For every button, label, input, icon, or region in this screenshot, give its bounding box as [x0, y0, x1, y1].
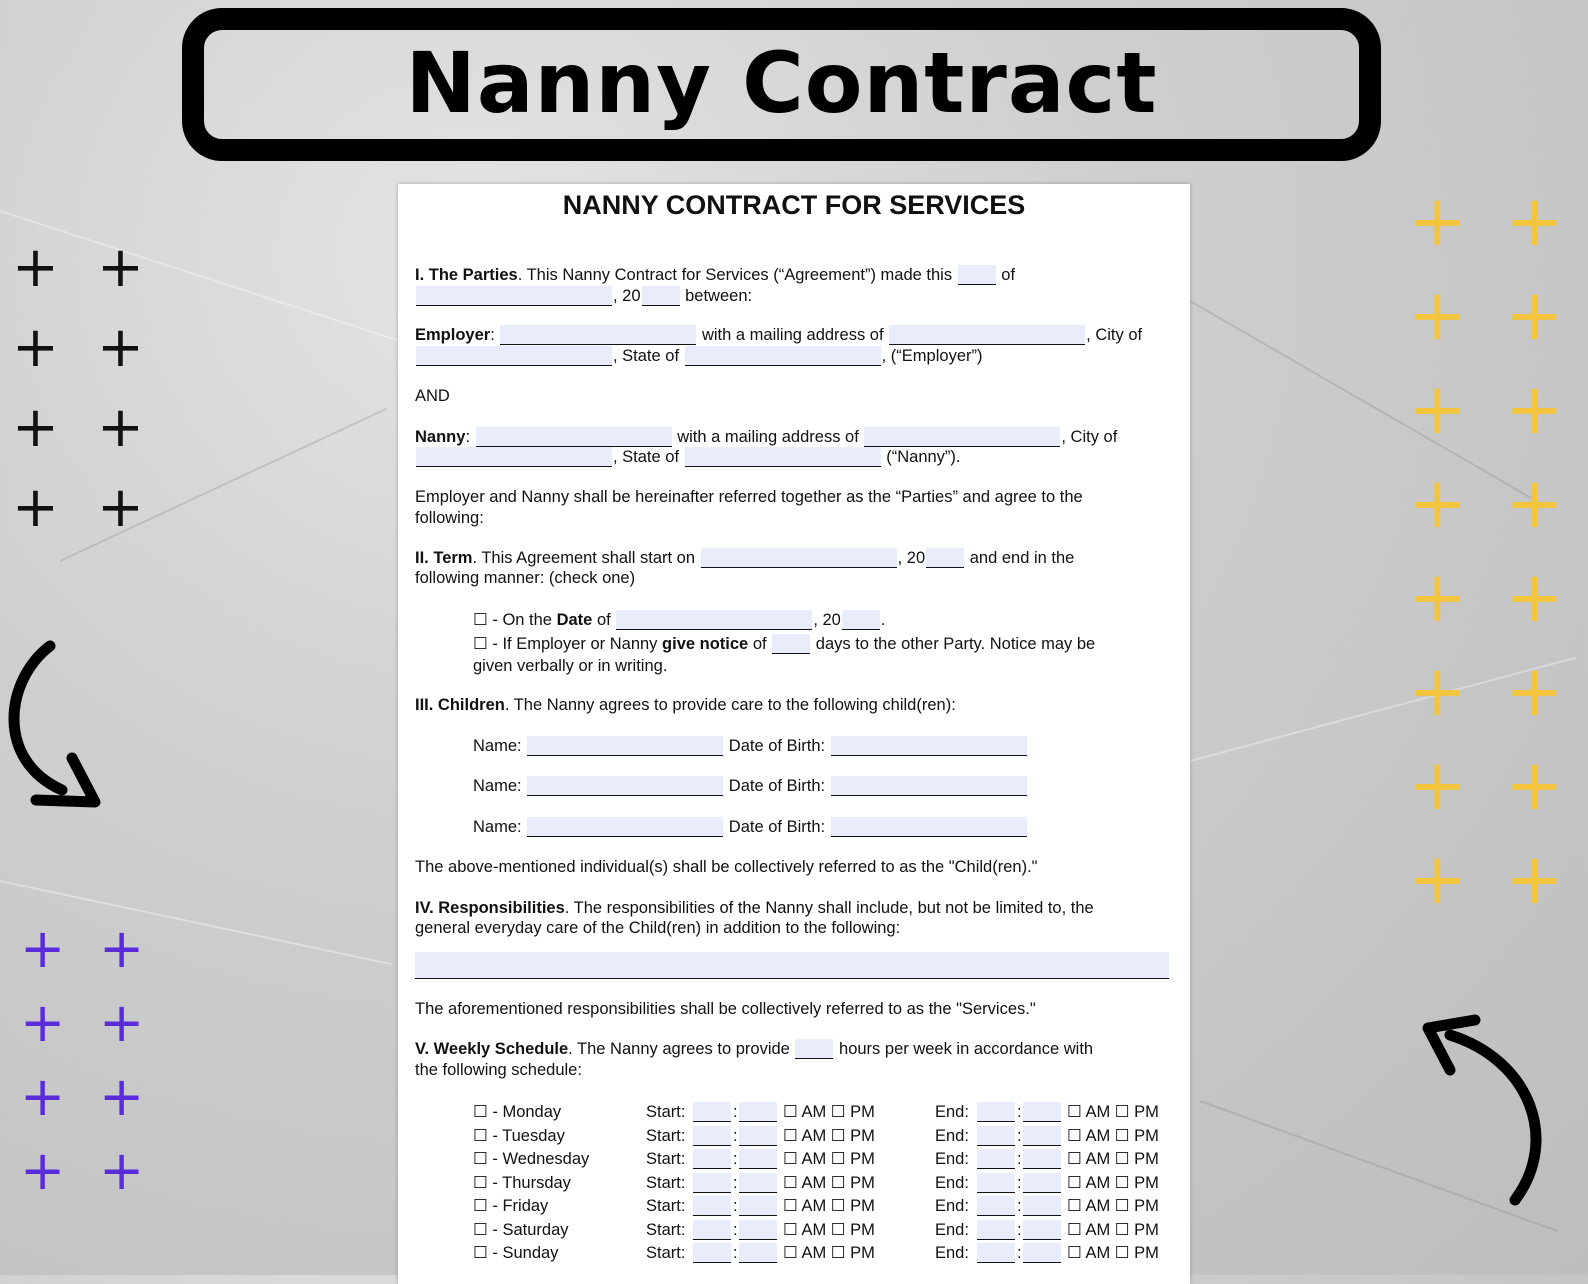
- plus-icon: +: [97, 395, 144, 460]
- end-ampm-checkbox[interactable]: ☐ AM ☐ PM: [1067, 1103, 1159, 1121]
- option-notice-text: days to the other Party. Notice may be: [815, 635, 1096, 653]
- end-minute-field[interactable]: [1023, 1149, 1061, 1169]
- parties-text: . This Nanny Contract for Services (“Agreement”) made this: [517, 266, 953, 284]
- schedule-line-1: [415, 1039, 1093, 1059]
- term-option-date[interactable]: ☐ - On the Date of , 20 .: [473, 611, 886, 629]
- day-checkbox[interactable]: ☐ - Monday: [473, 1103, 562, 1121]
- month-field[interactable]: [416, 286, 612, 306]
- term-heading: II. Term: [415, 549, 473, 567]
- end-label: End:: [935, 1197, 969, 1215]
- employer-line-2: [415, 346, 982, 366]
- banner-title: Nanny Contract: [405, 33, 1158, 132]
- children-ref: The above-mentioned individual(s) shall be collectively referred to as the "Child(ren).": [415, 858, 1038, 876]
- child-dob-label: Date of Birth:: [728, 818, 826, 836]
- end-label: End:: [935, 1173, 969, 1192]
- end-hour-field[interactable]: [977, 1243, 1015, 1263]
- end-date-field[interactable]: [616, 610, 812, 630]
- parties-line-1: [415, 265, 1015, 285]
- employer-label: Employer: [415, 326, 491, 344]
- child-dob-field[interactable]: [831, 817, 1027, 837]
- start-ampm-checkbox[interactable]: ☐ AM ☐ PM: [783, 1126, 875, 1145]
- child-name-field[interactable]: [527, 817, 723, 837]
- colon: :: [733, 1103, 738, 1121]
- day-checkbox[interactable]: ☐ - Tuesday: [473, 1126, 565, 1145]
- plus-icon: +: [99, 991, 145, 1054]
- employer-ref: , (“Employer”): [881, 347, 983, 365]
- plus-icon: +: [99, 1139, 145, 1202]
- end-hour-field[interactable]: [977, 1220, 1015, 1240]
- plus-icon: +: [1505, 462, 1564, 544]
- employer-mailing-text: with a mailing address of: [701, 326, 884, 344]
- colon: :: [733, 1173, 738, 1192]
- nanny-line-1: Nanny: with a mailing address of , City of: [415, 428, 1118, 446]
- child-row: [473, 776, 1028, 796]
- end-hour-field[interactable]: [977, 1102, 1015, 1122]
- plus-icon: +: [20, 991, 66, 1054]
- paper-crease: [0, 210, 400, 342]
- end-label: End:: [935, 1220, 969, 1239]
- start-date-field[interactable]: [701, 548, 897, 568]
- curved-arrow-down-icon: [0, 640, 110, 820]
- children-heading: III. Children: [415, 696, 505, 714]
- child-name-field[interactable]: [527, 776, 723, 796]
- colon: :: [1017, 1173, 1022, 1192]
- option-date-checkbox[interactable]: ☐ - On the: [473, 611, 552, 629]
- start-minute-field[interactable]: [739, 1220, 777, 1240]
- end-ampm-checkbox[interactable]: ☐ AM ☐ PM: [1067, 1126, 1159, 1145]
- contract-document: [398, 184, 1190, 1284]
- responsibilities-line-1: [415, 898, 1094, 918]
- child-dob-field[interactable]: [831, 736, 1027, 756]
- child-name-label: Name:: [473, 818, 522, 836]
- between-text: between:: [685, 287, 753, 305]
- start-hour-field[interactable]: [693, 1220, 731, 1240]
- notice-days-field[interactable]: [772, 634, 810, 654]
- start-label: Start:: [646, 1197, 686, 1215]
- end-ampm-checkbox[interactable]: ☐ AM ☐ PM: [1067, 1197, 1159, 1215]
- plus-icon: +: [20, 1065, 66, 1128]
- employer-address-field[interactable]: [889, 325, 1085, 345]
- start-ampm-checkbox[interactable]: ☐ AM ☐ PM: [783, 1150, 875, 1168]
- plus-icon: +: [1505, 274, 1564, 356]
- colon: :: [1017, 1103, 1022, 1121]
- end-label: End:: [935, 1244, 969, 1262]
- employer-state-field[interactable]: [685, 346, 881, 366]
- colon: :: [733, 1150, 738, 1168]
- parties-heading: I. The Parties: [415, 266, 518, 284]
- end-ampm-checkbox[interactable]: ☐ AM ☐ PM: [1067, 1150, 1159, 1168]
- day-checkbox[interactable]: ☐ - Friday: [473, 1197, 549, 1215]
- parties-ref-line-2: following:: [415, 509, 484, 527]
- end-minute-field[interactable]: [1023, 1196, 1061, 1216]
- plus-icon: +: [1505, 838, 1564, 920]
- parties-ref-line-1: Employer and Nanny shall be hereinafter referred together as the “Parties” and agree to the: [415, 488, 1083, 506]
- start-minute-field[interactable]: [739, 1173, 777, 1193]
- colon: :: [1017, 1244, 1022, 1262]
- end-hour-field[interactable]: [977, 1126, 1015, 1146]
- employer-name-field[interactable]: [500, 325, 696, 345]
- child-row: [473, 817, 1028, 837]
- start-minute-field[interactable]: [739, 1126, 777, 1146]
- option-notice-checkbox[interactable]: ☐ - If Employer or Nanny: [473, 635, 658, 653]
- children-line: [415, 695, 956, 715]
- responsibilities-heading: IV. Responsibilities: [415, 899, 565, 917]
- plus-icon: +: [1505, 556, 1564, 638]
- end-ampm-checkbox[interactable]: ☐ AM ☐ PM: [1067, 1220, 1159, 1239]
- start-minute-field[interactable]: [739, 1102, 777, 1122]
- schedule-post-text: hours per week in accordance with: [839, 1040, 1094, 1058]
- day-checkbox[interactable]: ☐ - Wednesday: [473, 1150, 590, 1168]
- end-minute-field[interactable]: [1023, 1243, 1061, 1263]
- parties-line-2: [415, 286, 752, 306]
- plus-icon: +: [1408, 650, 1467, 732]
- plus-icon: +: [1505, 650, 1564, 732]
- employer-state-text: , State of: [613, 347, 680, 365]
- curved-arrow-up-icon: [1420, 1010, 1550, 1210]
- plus-icon: +: [97, 475, 144, 540]
- start-ampm-checkbox[interactable]: ☐ AM ☐ PM: [783, 1220, 875, 1239]
- option-notice-bold: give notice: [662, 635, 749, 653]
- responsibilities-text: . The responsibilities of the Nanny shall include, but not be limited to, the: [564, 899, 1094, 917]
- nanny-name-field[interactable]: [476, 427, 672, 447]
- start-ampm-checkbox[interactable]: ☐ AM ☐ PM: [783, 1244, 875, 1262]
- start-hour-field[interactable]: [693, 1243, 731, 1263]
- nanny-mailing-text: with a mailing address of: [677, 428, 859, 446]
- end-label: End:: [935, 1126, 969, 1145]
- start-label: Start:: [646, 1126, 686, 1145]
- term-line-2: following manner: (check one): [415, 569, 636, 587]
- start-label: Start:: [646, 1103, 686, 1121]
- child-row: [473, 736, 1028, 756]
- plus-icon: +: [20, 917, 66, 980]
- start-ampm-checkbox[interactable]: ☐ AM ☐ PM: [783, 1103, 875, 1121]
- title-banner: [182, 8, 1381, 161]
- term-year-prefix: , 20: [897, 549, 926, 567]
- plus-icon: +: [97, 315, 144, 380]
- option-date-bold: Date: [556, 611, 593, 629]
- start-hour-field[interactable]: [693, 1196, 731, 1216]
- employer-line-1: Employer: with a mailing address of , City of: [415, 326, 1143, 344]
- schedule-text: . The Nanny agrees to provide: [568, 1040, 790, 1058]
- nanny-state-text: , State of: [613, 448, 680, 466]
- end-hour-field[interactable]: [977, 1149, 1015, 1169]
- nanny-line-2: [415, 447, 961, 467]
- end-hour-field[interactable]: [977, 1173, 1015, 1193]
- day-checkbox[interactable]: ☐ - Sunday: [473, 1244, 559, 1262]
- start-year-field[interactable]: [926, 548, 964, 568]
- start-hour-field[interactable]: [693, 1149, 731, 1169]
- start-minute-field[interactable]: [739, 1196, 777, 1216]
- nanny-city-text: , City of: [1061, 428, 1118, 446]
- plus-icon: +: [12, 475, 59, 540]
- colon: :: [1017, 1150, 1022, 1168]
- option-date-of: of: [596, 611, 611, 629]
- plus-icon: +: [1408, 462, 1467, 544]
- term-option-notice-line-2: given verbally or in writing.: [473, 657, 668, 675]
- plus-icon: +: [1408, 744, 1467, 826]
- term-text: . This Agreement shall start on: [472, 549, 696, 567]
- option-date-year-prefix: , 20: [813, 611, 841, 629]
- day-field[interactable]: [958, 265, 996, 285]
- of-text: of: [1001, 266, 1016, 284]
- plus-icon: +: [97, 235, 144, 300]
- plus-icon: +: [12, 235, 59, 300]
- year-prefix: , 20: [613, 287, 641, 305]
- responsibilities-field[interactable]: [415, 952, 1169, 979]
- plus-icon: +: [99, 1065, 145, 1128]
- employer-city-text: , City of: [1086, 326, 1143, 344]
- plus-icon: +: [99, 917, 145, 980]
- responsibilities-line-2: general everyday care of the Child(ren) in addition to the following:: [415, 919, 901, 937]
- start-label: Start:: [646, 1173, 686, 1192]
- end-minute-field[interactable]: [1023, 1220, 1061, 1240]
- start-label: Start:: [646, 1150, 686, 1168]
- children-text: . The Nanny agrees to provide care to the following child(ren):: [504, 696, 956, 714]
- term-option-notice[interactable]: [473, 634, 1095, 654]
- colon: :: [1017, 1126, 1022, 1145]
- plus-icon: +: [1408, 180, 1467, 262]
- term-end-text: and end in the: [969, 549, 1075, 567]
- start-minute-field[interactable]: [739, 1243, 777, 1263]
- child-dob-field[interactable]: [831, 776, 1027, 796]
- schedule-line-2: the following schedule:: [415, 1061, 582, 1079]
- nanny-address-field[interactable]: [864, 427, 1060, 447]
- day-checkbox[interactable]: ☐ - Saturday: [473, 1220, 569, 1239]
- end-hour-field[interactable]: [977, 1196, 1015, 1216]
- nanny-city-field[interactable]: [416, 447, 612, 467]
- start-label: Start:: [646, 1244, 686, 1262]
- nanny-ref: (“Nanny”).: [886, 448, 961, 466]
- hours-per-week-field[interactable]: [795, 1039, 833, 1059]
- start-ampm-checkbox[interactable]: ☐ AM ☐ PM: [783, 1173, 875, 1192]
- option-notice-of: of: [752, 635, 767, 653]
- plus-icon: +: [1408, 368, 1467, 450]
- paper-crease: [1190, 300, 1537, 502]
- employer-city-field[interactable]: [416, 346, 612, 366]
- plus-icon: +: [1505, 368, 1564, 450]
- plus-icon: +: [1408, 274, 1467, 356]
- plus-icon: +: [1505, 180, 1564, 262]
- plus-icon: +: [12, 395, 59, 460]
- colon: :: [733, 1220, 738, 1239]
- and-text: AND: [415, 387, 450, 405]
- child-name-label: Name:: [473, 737, 522, 755]
- end-ampm-checkbox[interactable]: ☐ AM ☐ PM: [1067, 1173, 1159, 1192]
- nanny-label: Nanny: [415, 428, 466, 446]
- day-checkbox[interactable]: ☐ - Thursday: [473, 1173, 571, 1192]
- document-title: NANNY CONTRACT FOR SERVICES: [562, 190, 1026, 220]
- end-minute-field[interactable]: [1023, 1173, 1061, 1193]
- start-hour-field[interactable]: [693, 1173, 731, 1193]
- start-minute-field[interactable]: [739, 1149, 777, 1169]
- colon: :: [733, 1197, 738, 1215]
- plus-icon: +: [20, 1139, 66, 1202]
- end-minute-field[interactable]: [1023, 1102, 1061, 1122]
- colon: :: [1017, 1220, 1022, 1239]
- end-minute-field[interactable]: [1023, 1126, 1061, 1146]
- end-label: End:: [935, 1103, 969, 1121]
- colon: :: [1017, 1197, 1022, 1215]
- child-name-label: Name:: [473, 777, 522, 795]
- year-field[interactable]: [642, 286, 680, 306]
- nanny-state-field[interactable]: [685, 447, 881, 467]
- plus-icon: +: [1408, 838, 1467, 920]
- child-dob-label: Date of Birth:: [728, 777, 826, 795]
- term-line-1: [415, 548, 1074, 568]
- plus-icon: +: [1505, 744, 1564, 826]
- plus-icon: +: [1408, 556, 1467, 638]
- end-ampm-checkbox[interactable]: ☐ AM ☐ PM: [1067, 1244, 1159, 1262]
- start-label: Start:: [646, 1220, 686, 1239]
- start-hour-field[interactable]: [693, 1102, 731, 1122]
- end-label: End:: [935, 1150, 969, 1168]
- child-dob-label: Date of Birth:: [728, 737, 826, 755]
- schedule-heading: V. Weekly Schedule: [415, 1040, 569, 1058]
- colon: :: [733, 1126, 738, 1145]
- colon: :: [733, 1244, 738, 1262]
- child-name-field[interactable]: [527, 736, 723, 756]
- start-ampm-checkbox[interactable]: ☐ AM ☐ PM: [783, 1197, 875, 1215]
- responsibilities-ref: The aforementioned responsibilities shall be collectively referred to as the "Services.": [415, 1000, 1036, 1018]
- end-year-field[interactable]: [842, 610, 880, 630]
- start-hour-field[interactable]: [693, 1126, 731, 1146]
- plus-icon: +: [12, 315, 59, 380]
